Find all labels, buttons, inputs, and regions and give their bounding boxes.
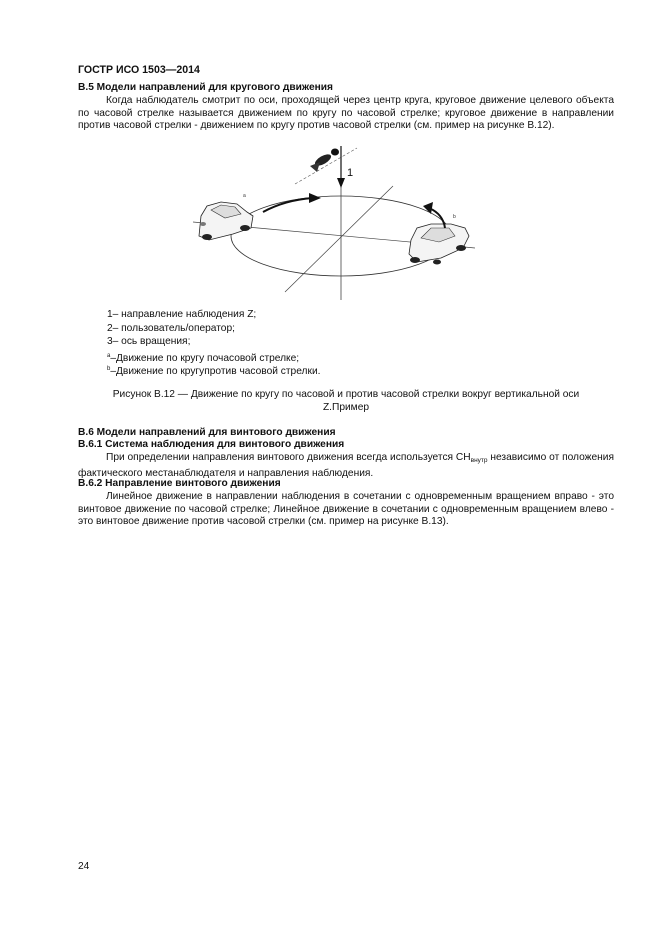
legend-item-3: 3– ось вращения; [107,336,191,347]
figure-label-b: b [453,214,456,220]
figure-caption-line2: Z.Пример [322,401,370,413]
section-b62-paragraph: Линейное движение в направлении наблюдения в сочетании с одновременным вращением вправо - это винтовое движение по часовой стрелке; Линейное движение в сочетании с одновременным вращением влево - это винтовое движение против часовой стрелки (см. пример на рисунке В.13). [78,491,614,528]
car-right [409,224,469,265]
legend-item-a [107,350,527,364]
section-b61-subscript: внутр [470,457,488,464]
figure-caption-line1: Рисунок В.12 — Движение по кругу по часовой и против часовой стрелки вокруг вертикальной оси [112,389,580,400]
legend-item-1: 1– направление наблюдения Z; [107,309,257,320]
legend-item-b [107,363,527,377]
section-b5-heading: В.5 Модели направлений для кругового движения [78,82,333,93]
figure-label-a: a [243,193,246,199]
section-b61-paragraph [78,452,614,480]
section-b6-heading: В.6 Модели направлений для винтового движения [78,427,336,438]
legend-item-2: 2– пользователь/оператор; [107,322,235,334]
section-b61-text-before: При определении направления винтового движения всегда используется CH [106,452,471,463]
section-b5-paragraph: Когда наблюдатель смотрит по оси, проходящей через центр круга, круговое движение целевого объекта по часовой стрелке называется движением по кругу по часовой стрелке; круговое движение в направлении против часовой стрелки - движением по кругу против часовой стрелки (см. пример на рисунке В.12). [78,95,614,132]
figure-circular-motion [175,144,485,302]
arrow-a-head [309,193,321,203]
observation-arrowhead [337,178,345,188]
page-number: 24 [78,861,90,872]
figure-caption [78,389,614,414]
legend-item-a-mark: a [107,352,111,359]
section-b61-text-after: независимо от положения фактического местанаблюдателя и направления наблюдения. [78,452,614,479]
document-header: ГОСТР ИСО 1503—2014 [78,64,200,76]
figure-legend [107,309,527,377]
figure-label-1: 1 [347,167,354,179]
arrow-b-head [423,202,433,214]
legend-item-a-text: –Движение по кругу почасовой стрелке; [110,352,300,364]
section-b61-heading: В.6.1 Система наблюдения для винтового движения [78,439,345,450]
section-b62-heading: В.6.2 Направление винтового движения [78,478,281,489]
legend-item-b-text: –Движение по кругупротив часовой стрелки. [110,366,321,377]
car-left [199,202,253,240]
legend-item-b-mark: b [107,366,111,372]
